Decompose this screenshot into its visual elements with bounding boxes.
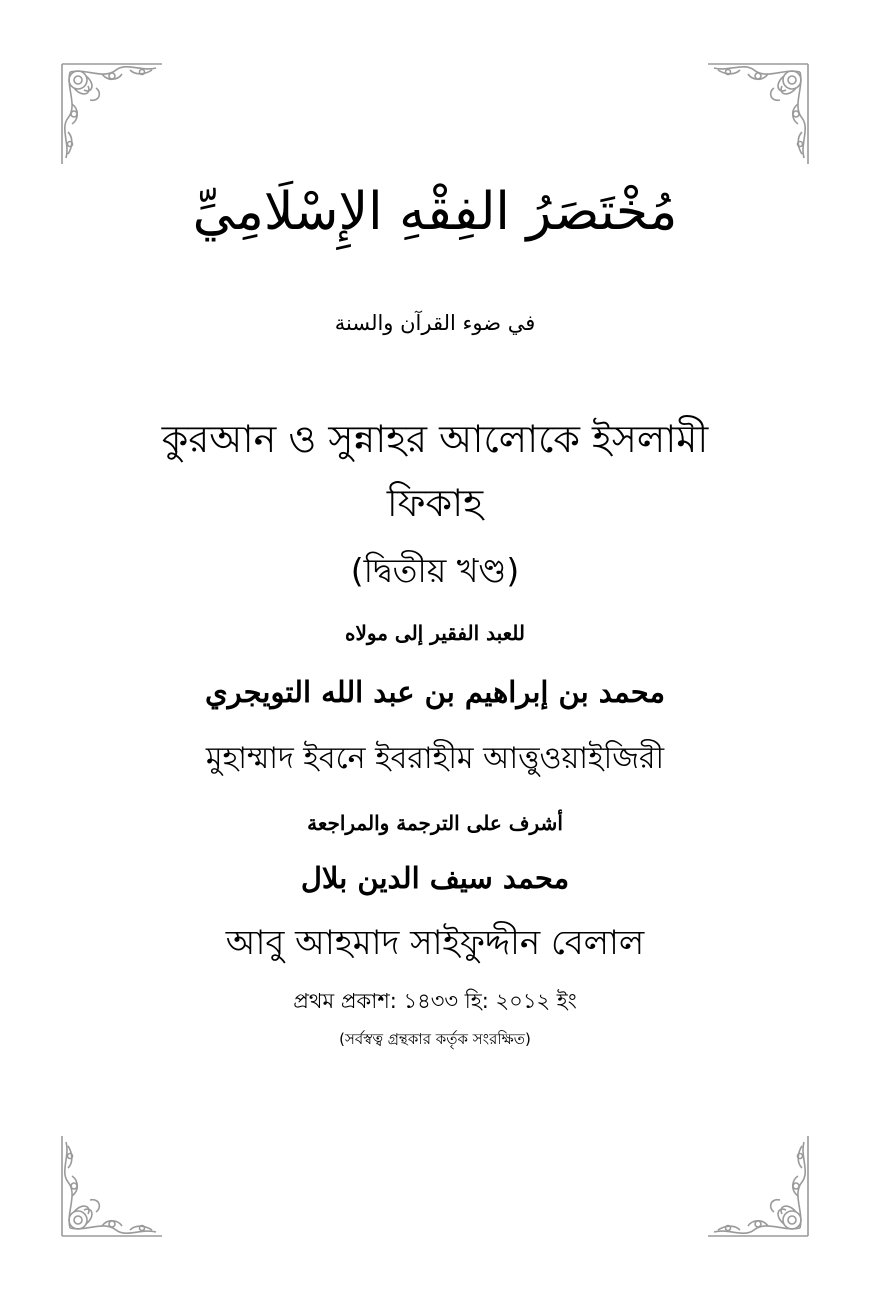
corner-ornament-bottom-right (702, 1130, 814, 1242)
arabic-book-title: مُخْتَصَرُ الفِقْهِ الإِسْلَامِيِّ (192, 182, 678, 242)
bengali-title-line-1: কুরআন ও সুন্নাহর আলোকে ইসলামী (161, 417, 709, 461)
arabic-author-name: محمد بن إبراهيم بن عبد الله التويجري (204, 675, 666, 709)
bengali-translator-name: আবু আহমাদ সাইফুদ্দীন বেলাল (225, 923, 645, 963)
corner-ornament-top-right (702, 58, 814, 170)
bengali-copyright-notice: (সর্বস্বত্ব গ্রন্থকার কর্তৃক সংরক্ষিত) (339, 1030, 531, 1048)
corner-ornament-top-left (56, 58, 168, 170)
arabic-subtitle: في ضوء القرآن والسنة (334, 311, 536, 335)
bengali-author-name: মুহাম্মাদ ইবনে ইবরাহীম আত্তুওয়াইজিরী (205, 741, 665, 776)
bengali-volume-label: (দ্বিতীয় খণ্ড) (350, 551, 520, 590)
bengali-edition-info: প্রথম প্রকাশ: ১৪৩৩ হি: ২০১২ ইং (293, 989, 577, 1013)
arabic-author-prefix: للعبد الفقير إلى مولاه (345, 621, 525, 645)
bengali-title-line-2: ফিকাহ (386, 481, 484, 525)
arabic-supervision-label: أشرف على الترجمة والمراجعة (307, 811, 563, 835)
corner-ornament-bottom-left (56, 1130, 168, 1242)
arabic-translator-name: محمد سيف الدين بلال (300, 861, 570, 895)
